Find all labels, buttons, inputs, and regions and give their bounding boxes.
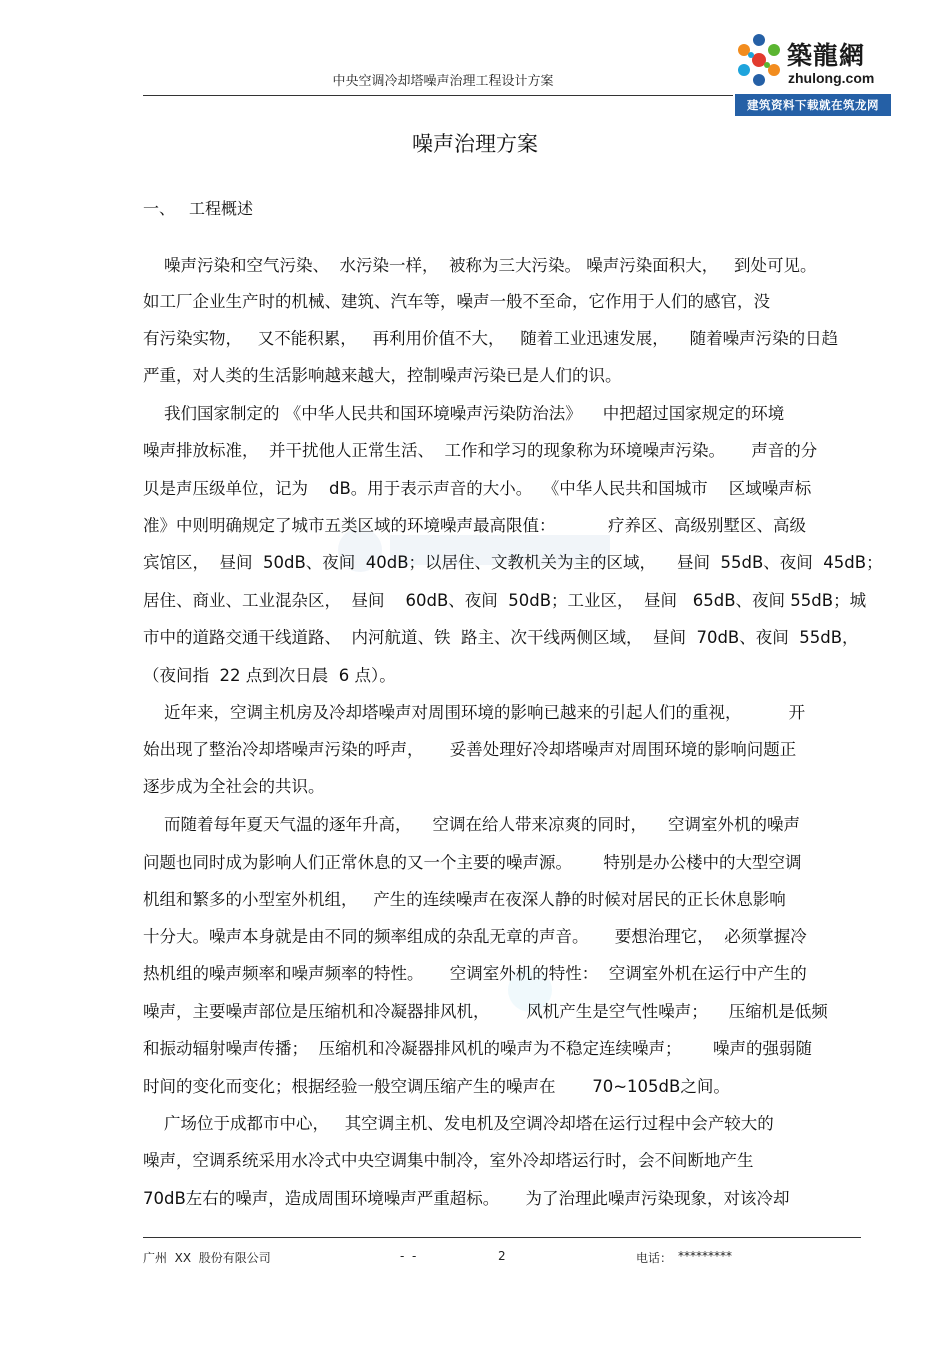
- body-text-line: 噪声污染和空气污染、 水污染一样， 被称为三大污染。 噪声污染面积大， 到处可见。: [143, 256, 817, 275]
- body-text-line: 70dB左右的噪声，造成周围环境噪声严重超标。 为了治理此噪声污染现象，对该冷却: [143, 1189, 790, 1208]
- footer-phone-value: *********: [678, 1249, 732, 1263]
- body-text-line: 广场位于成都市中心， 其空调主机、发电机及空调冷却塔在运行过程中会产较大的: [143, 1114, 774, 1133]
- body-text-line: 十分大。噪声本身就是由不同的频率组成的杂乱无章的声音。 要想治理它， 必须掌握冷: [143, 927, 807, 946]
- zhulong-logo: [733, 26, 893, 118]
- logo-slogan: 建筑资料下载就在筑龙网: [735, 94, 891, 116]
- body-text-line: 我们国家制定的 《中华人民共和国环境噪声污染防治法》 中把超过国家规定的环境: [143, 404, 785, 423]
- body-text-line: 贝是声压级单位，记为 dB。用于表示声音的大小。 《中华人民共和国城市 区域噪声标: [143, 479, 812, 498]
- body-text-line: 始出现了整治冷却塔噪声污染的呼声， 妥善处理好冷却塔噪声对周围环境的影响问题正: [143, 740, 797, 759]
- body-text-line: 有污染实物， 又不能积累， 再利用价值不大， 随着工业迅速发展， 随着噪声污染的日趋: [143, 329, 839, 348]
- body-text-line: 近年来，空调主机房及冷却塔噪声对周围环境的影响已越来的引起人们的重视， 开: [143, 703, 806, 722]
- page-number: 2: [498, 1249, 506, 1263]
- body-text-line: 市中的道路交通干线道路、 内河航道、铁 路主、次干线两侧区域， 昼间 70dB、夜间 55dB，: [143, 628, 859, 647]
- body-text-line: 噪声，空调系统采用水冷式中央空调集中制冷，室外冷却塔运行时，会不间断地产生: [143, 1151, 754, 1170]
- logo-snowflake-icon: [735, 30, 783, 88]
- logo-name-cn: 築龍網: [787, 41, 866, 70]
- body-text-line: 热机组的噪声频率和噪声频率的特性。 空调室外机的特性： 空调室外机在运行中产生的: [143, 964, 807, 983]
- body-text-line: 噪声排放标准， 并干扰他人正常生活、 工作和学习的现象称为环境噪声污染。 声音的分: [143, 441, 818, 460]
- running-header-title: 中央空调冷却塔噪声治理工程设计方案: [332, 74, 554, 89]
- body-text-line: 时间的变化而变化；根据经验一般空调压缩产生的噪声在 70~105dB之间。: [143, 1077, 730, 1096]
- body-text-line: 逐步成为全社会的共识。: [143, 777, 325, 796]
- body-text-line: 和振动辐射噪声传播； 压缩机和冷凝器排风机的噪声为不稳定连续噪声； 噪声的强弱随: [143, 1039, 812, 1058]
- document-title: 噪声治理方案: [412, 132, 538, 156]
- body-text-line: 机组和繁多的小型室外机组， 产生的连续噪声在夜深人静的时候对居民的正长休息影响: [143, 890, 786, 909]
- body-text-line: 问题也同时成为影响人们正常休息的又一个主要的噪声源。 特别是办公楼中的大型空调: [143, 853, 802, 872]
- body-text-line: （夜间指 22 点到次日晨 6 点）。: [143, 666, 396, 685]
- footer-dashes: - -: [400, 1249, 417, 1263]
- footer-company: 广州 XX 股份有限公司: [143, 1251, 271, 1265]
- footer-phone-label: 电话：: [636, 1251, 673, 1265]
- section-heading-text: 工程概述: [189, 199, 254, 218]
- logo-domain: zhulong.com: [788, 70, 875, 86]
- body-text-line: 居住、商业、工业混杂区， 昼间 60dB、夜间 50dB；工业区， 昼间 65dB、夜间 55dB；城: [143, 591, 867, 610]
- body-text-line: 严重，对人类的生活影响越来越大，控制噪声污染已是人们的识。: [143, 366, 622, 385]
- header-rule: [143, 95, 733, 96]
- section-number: 一、: [143, 199, 176, 218]
- body-text-line: 而随着每年夏天气温的逐年升高， 空调在给人带来凉爽的同时， 空调室外机的噪声: [143, 815, 800, 834]
- body-text-line: 如工厂企业生产时的机械、建筑、汽车等，噪声一般不至命，它作用于人们的感官，没: [143, 292, 770, 311]
- body-text-line: 准》中则明确规定了城市五类区域的环境噪声最高限值： 疗养区、高级别墅区、高级: [143, 516, 806, 535]
- body-text-line: 宾馆区， 昼间 50dB、夜间 40dB；以居住、文教机关为主的区域， 昼间 55dB、夜间 45dB；: [143, 553, 883, 572]
- section-heading: [143, 196, 253, 219]
- body-text-line: 噪声，主要噪声部位是压缩机和冷凝器排风机， 风机产生是空气性噪声； 压缩机是低频: [143, 1002, 828, 1021]
- footer-rule: [143, 1237, 861, 1238]
